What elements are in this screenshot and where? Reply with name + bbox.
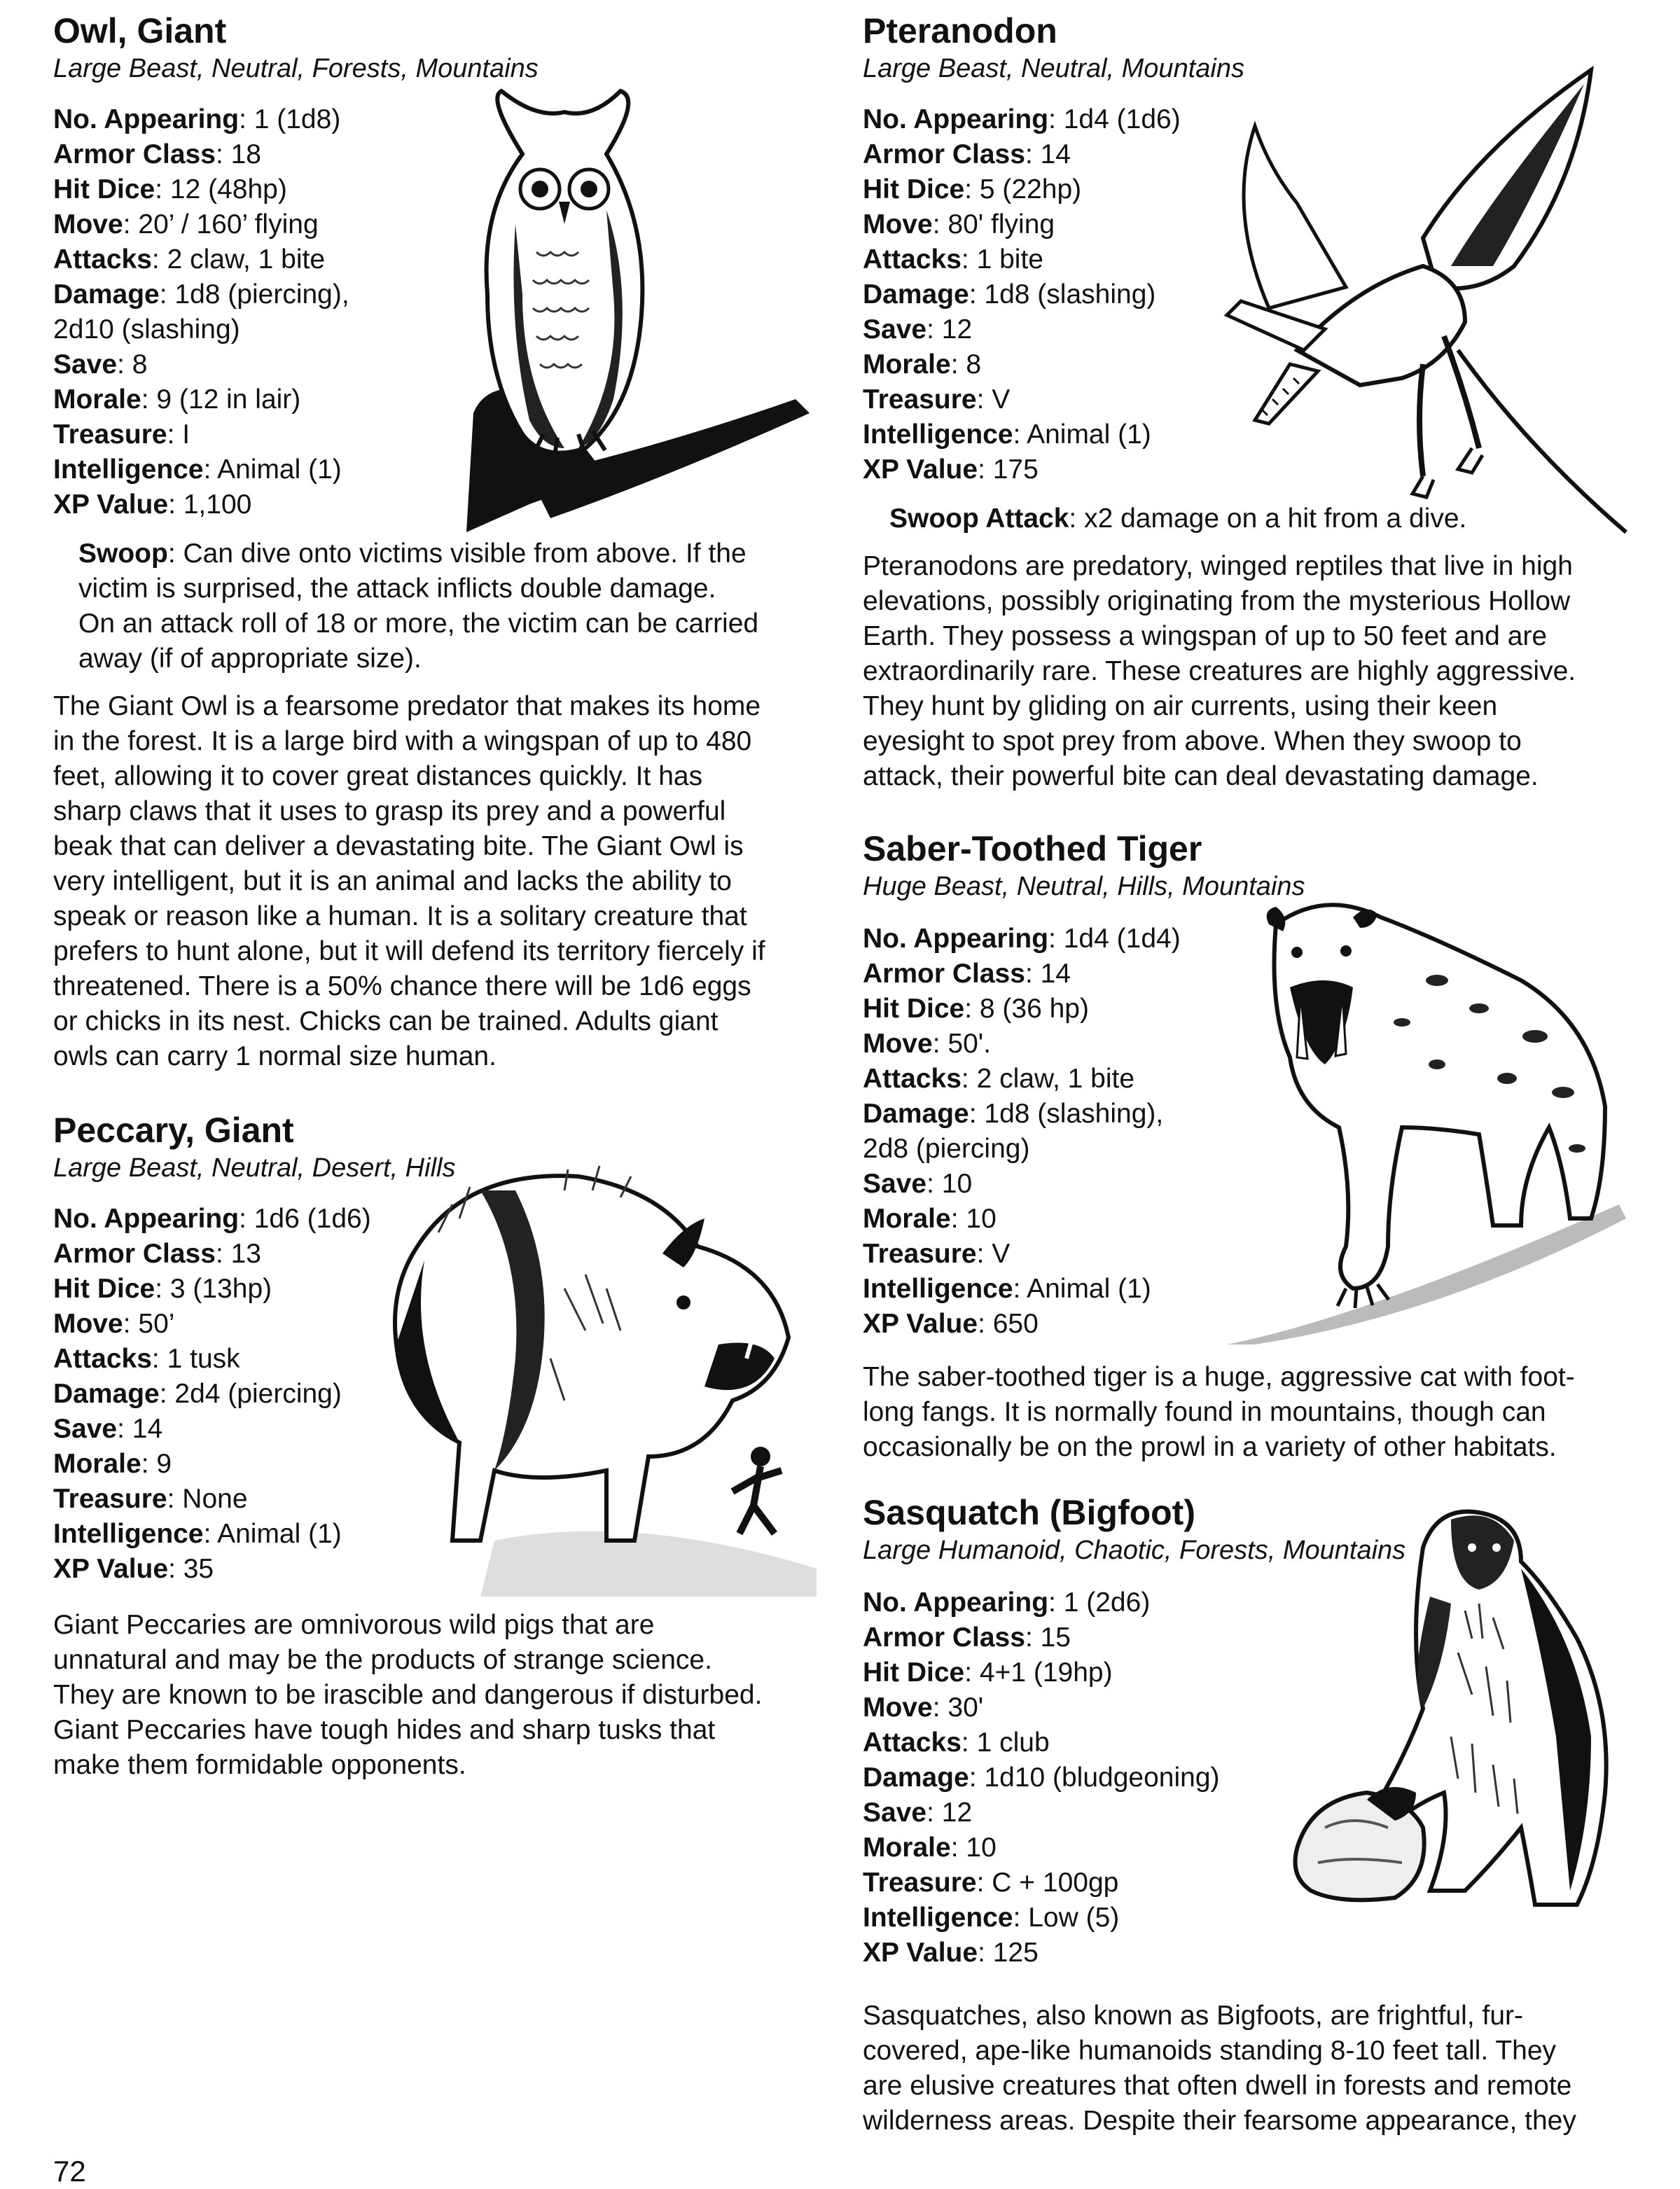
- stat-line: Damage: 2d4 (piercing): [53, 1379, 342, 1409]
- pteranodon-illustration: [1213, 56, 1633, 546]
- stat-line: Save: 12: [863, 314, 973, 345]
- monster-description: The saber-toothed tiger is a huge, aggressive cat with foot- long fangs. It is normally found in mountains, though can occasionally be on the prowl in a variety of other habitats.: [863, 1362, 1575, 1462]
- stat-line: Move: 30': [863, 1693, 984, 1723]
- stat-line: Damage: 1d8 (slashing): [863, 279, 1156, 310]
- stat-line: Intelligence: Animal (1): [863, 1274, 1151, 1304]
- stat-block: [53, 1202, 371, 1587]
- stat-line: Morale: 9: [53, 1449, 172, 1479]
- stat-line: Armor Class: 18: [53, 139, 261, 169]
- stat-line: Move: 80' flying: [863, 209, 1055, 239]
- stat-line: Move: 50’: [53, 1309, 175, 1339]
- special-ability: Swoop: Can dive onto victims visible from above. If the victim is surprised, the attack inflicts double damage. On an attack roll of 18 or more, the victim can be carried away (if of appropriate size).: [78, 538, 759, 674]
- owl-illustration: [445, 84, 838, 532]
- stat-line: Hit Dice: 4+1 (19hp): [863, 1658, 1113, 1688]
- monster-subtitle: Huge Beast, Neutral, Hills, Mountains: [863, 872, 1305, 901]
- stat-line: Treasure: I: [53, 419, 190, 450]
- stat-block: [863, 922, 1181, 1342]
- stat-line: Treasure: V: [863, 1239, 1011, 1269]
- monster-subtitle: Large Beast, Neutral, Mountains: [863, 54, 1244, 83]
- stat-line: Attacks: 1 club: [863, 1728, 1050, 1758]
- stat-line: Armor Class: 15: [863, 1622, 1071, 1653]
- stat-line: Move: 50'.: [863, 1029, 992, 1059]
- stat-line: No. Appearing: 1 (1d8): [53, 104, 341, 134]
- stat-line: XP Value: 35: [53, 1554, 214, 1584]
- stat-line: No. Appearing: 1 (2d6): [863, 1587, 1151, 1618]
- stat-line: Treasure: C + 100gp: [863, 1868, 1119, 1898]
- stat-line: Morale: 8: [863, 349, 982, 380]
- stat-block: [863, 1585, 1220, 1971]
- stat-line: 2d10 (slashing): [53, 314, 240, 345]
- special-ability: Swoop Attack: x2 damage on a hit from a dive.: [889, 503, 1467, 534]
- monster-subtitle: Large Beast, Neutral, Forests, Mountains: [53, 54, 539, 83]
- monster-name: Pteranodon: [863, 11, 1057, 50]
- stat-block: [863, 102, 1181, 487]
- stat-line: Hit Dice: 12 (48hp): [53, 174, 287, 204]
- stat-line: Damage: 1d8 (slashing),: [863, 1099, 1164, 1129]
- stat-line: Intelligence: Low (5): [863, 1903, 1120, 1933]
- stat-line: Treasure: None: [53, 1484, 248, 1514]
- stat-line: Armor Class: 13: [53, 1239, 261, 1269]
- page-number: 72: [53, 2155, 86, 2188]
- stat-line: Save: 12: [863, 1798, 973, 1828]
- stat-line: Damage: 1d8 (piercing),: [53, 279, 349, 310]
- stat-line: Intelligence: Animal (1): [863, 419, 1151, 450]
- monster-description: Pteranodons are predatory, winged reptiles that live in high elevations, possibly originating from the mysterious Hollow Earth. They possess a wingspan of up to 50 feet and are extraordinarily rare. These creatures are highly aggressive. They hunt by gliding on air currents, using their keen eyesight to spot prey from above. When they swoop to attack, their powerful bite can deal devastating damage.: [863, 551, 1576, 791]
- stat-line: XP Value: 1,100: [53, 489, 252, 520]
- stat-line: Attacks: 2 claw, 1 bite: [53, 244, 326, 275]
- stat-line: Treasure: V: [863, 384, 1011, 415]
- stat-line: 2d8 (piercing): [863, 1134, 1030, 1164]
- stat-line: XP Value: 125: [863, 1938, 1039, 1968]
- stat-line: Intelligence: Animal (1): [53, 454, 342, 485]
- stat-line: Armor Class: 14: [863, 959, 1071, 989]
- monster-name: Sasquatch (Bigfoot): [863, 1493, 1195, 1532]
- stat-line: Armor Class: 14: [863, 139, 1071, 169]
- stat-line: Attacks: 2 claw, 1 bite: [863, 1064, 1135, 1094]
- stat-block: [53, 102, 349, 522]
- monster-name: Peccary, Giant: [53, 1111, 294, 1150]
- monster-name: Owl, Giant: [53, 11, 227, 50]
- stat-line: Damage: 1d10 (bludgeoning): [863, 1763, 1220, 1793]
- stat-line: No. Appearing: 1d4 (1d4): [863, 924, 1181, 954]
- stat-line: Attacks: 1 bite: [863, 244, 1043, 275]
- monster-description: Sasquatches, also known as Bigfoots, are frightful, fur- covered, ape-like humanoids standing 8-10 feet tall. They are elusive creatures that often dwell in forests and remote wilderness areas. Despite their fearsome appearance, they: [863, 2001, 1576, 2136]
- monster-description: Giant Peccaries are omnivorous wild pigs that are unnatural and may be the products of strange science. They are known to be irascible and dangerous if disturbed. Giant Peccaries have tough hides and sharp tusks that make them formidable opponents.: [53, 1610, 763, 1780]
- stat-line: Hit Dice: 5 (22hp): [863, 174, 1082, 204]
- human-figure: [733, 1447, 782, 1534]
- peccary-illustration: [354, 1148, 817, 1597]
- stat-line: Morale: 10: [863, 1204, 997, 1234]
- stat-line: Intelligence: Animal (1): [53, 1519, 342, 1549]
- stat-line: Morale: 10: [863, 1833, 997, 1863]
- monster-description: The Giant Owl is a fearsome predator that makes its home in the forest. It is a large bird with a wingspan of up to 480 feet, allowing it to cover great distances quickly. It has sharp claws that it uses to grasp its prey and a powerful beak that can deliver a devastating bite. The Giant Owl is very intelligent, but it is an animal and lacks the ability to speak or reason like a human. It is a solitary creature that prefers to hunt alone, but it will defend its territory fiercely if threatened. There is a 50% chance there will be 1d6 eggs or chicks in its nest. Chicks can be trained. Adults giant owls can carry 1 normal size human.: [53, 691, 765, 1071]
- stat-line: Save: 10: [863, 1169, 973, 1199]
- monster-subtitle: Large Humanoid, Chaotic, Forests, Mountains: [863, 1536, 1406, 1565]
- stat-line: No. Appearing: 1d6 (1d6): [53, 1204, 371, 1234]
- stat-line: Save: 8: [53, 349, 148, 380]
- stat-line: Morale: 9 (12 in lair): [53, 384, 301, 415]
- saber-toothed-tiger-illustration: [1227, 896, 1633, 1344]
- stat-line: XP Value: 175: [863, 454, 1039, 485]
- sasquatch-illustration: [1283, 1499, 1633, 1954]
- stat-line: XP Value: 650: [863, 1309, 1039, 1339]
- stat-line: Hit Dice: 8 (36 hp): [863, 994, 1089, 1024]
- monster-name: Saber-Toothed Tiger: [863, 829, 1202, 868]
- stat-line: Save: 14: [53, 1414, 163, 1444]
- stat-line: Hit Dice: 3 (13hp): [53, 1274, 272, 1304]
- monster-subtitle: Large Beast, Neutral, Desert, Hills: [53, 1153, 456, 1183]
- stat-line: Attacks: 1 tusk: [53, 1344, 240, 1374]
- stat-line: Move: 20’ / 160’ flying: [53, 209, 319, 239]
- stat-line: No. Appearing: 1d4 (1d6): [863, 104, 1181, 134]
